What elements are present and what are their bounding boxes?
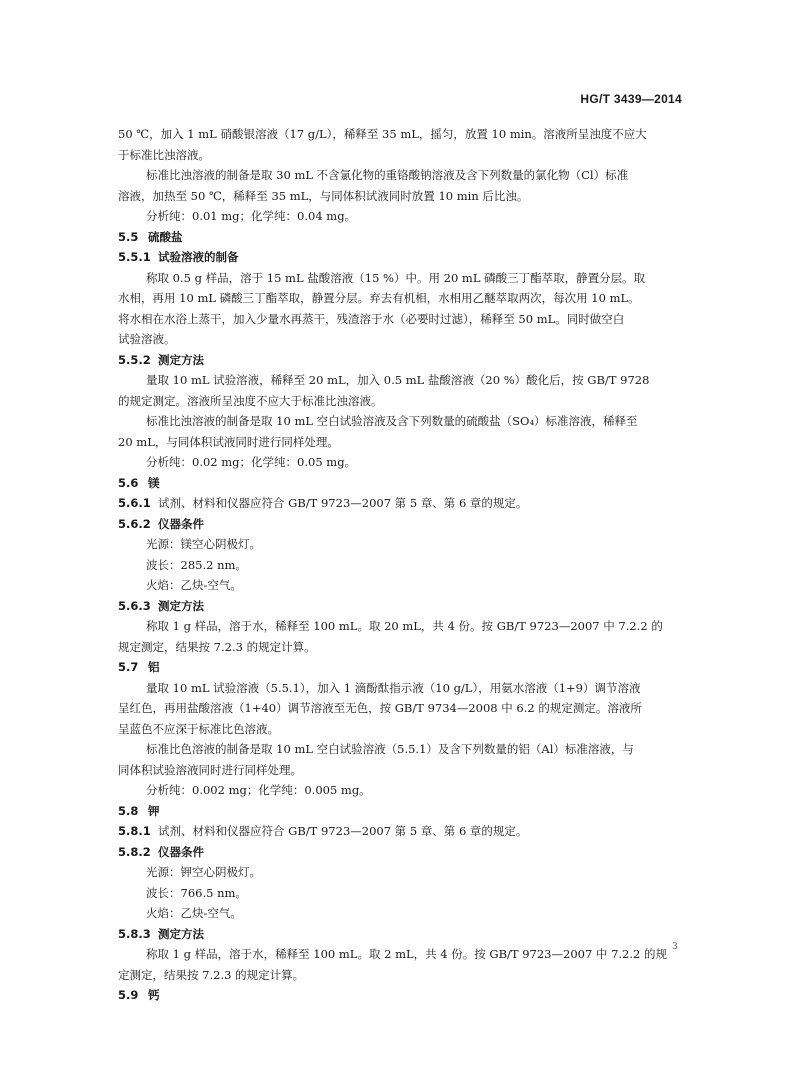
- paragraph-line: 波长：285.2 nm。: [146, 557, 247, 572]
- section-number: 5.8.2: [118, 844, 151, 859]
- section-title: 硫酸盐: [148, 229, 183, 244]
- section-heading: [118, 596, 684, 617]
- section-number: 5.9: [118, 988, 139, 1002]
- section-title: 铝: [148, 660, 160, 674]
- paragraph-line: 试验溶液。: [118, 332, 176, 346]
- paragraph-line: 光源：镁空心阴极灯。: [146, 537, 261, 551]
- paragraph-line: 标准比色溶液的制备是取 10 mL 空白试验溶液（5.5.1）及含下列数量的铝（Al）标准溶液，与: [146, 742, 634, 756]
- section-number: 5.8.1: [118, 824, 151, 838]
- section-title: 测定方法: [158, 598, 204, 613]
- paragraph-line: 分析纯：0.002 mg；化学纯：0.005 mg。: [146, 783, 371, 797]
- section-heading: [118, 821, 684, 842]
- paragraph-line: 波长：766.5 nm。: [146, 885, 247, 900]
- section-heading: [118, 493, 684, 514]
- paragraph-line: 量取 10 mL 试验溶液（5.5.1），加入 1 滴酚酞指示液（10 g/L），用氨水溶液（1+9）调节溶液: [146, 680, 641, 695]
- section-heading: [118, 350, 684, 371]
- section-heading: [118, 924, 684, 945]
- section-heading: [118, 801, 684, 822]
- section-title: 镁: [148, 475, 160, 490]
- paragraph-line: 称取 0.5 g 样品，溶于 15 mL 盐酸溶液（15 %）中。用 20 mL 磷酸三丁酯萃取，静置分层。取: [146, 270, 646, 285]
- section-number: 5.6: [118, 475, 139, 490]
- paragraph-line: 将水相在水浴上蒸干，加入少量水再蒸干，残渣溶于水（必要时过滤），稀释至 50 mL。同时做空白: [118, 311, 625, 326]
- paragraph-line: 光源：钾空心阴极灯。: [146, 865, 261, 879]
- section-title: 测定方法: [158, 352, 204, 367]
- paragraph-line: 20 mL，与同体积试液同时进行同样处理。: [118, 434, 339, 449]
- section-heading: [118, 473, 684, 494]
- section-number: 5.5.1: [118, 250, 151, 264]
- page-number: 3: [672, 942, 678, 952]
- section-title: 仪器条件: [158, 844, 204, 859]
- paragraph-line: 规定测定，结果按 7.2.3 的规定计算。: [118, 639, 316, 654]
- section-title: 钙: [148, 988, 160, 1002]
- paragraph-line: 分析纯：0.01 mg；化学纯：0.04 mg。: [146, 209, 357, 223]
- paragraph-line: 称取 1 g 样品，溶于水，稀释至 100 mL。取 20 mL，共 4 份。按 GB/T 9723—2007 中 7.2.2 的: [146, 619, 663, 633]
- section-heading: [118, 842, 684, 863]
- section-number: 5.6.1: [118, 496, 151, 510]
- paragraph-line: 溶液，加热至 50 ℃，稀释至 35 mL，与同体积试液同时放置 10 min 后比浊。: [118, 188, 529, 203]
- paragraph-line: 呈红色，再用盐酸溶液（1+40）调节溶液至无色，按 GB/T 9734—2008 中 6.2 的规定测定。溶液所: [118, 701, 642, 715]
- paragraph-line: 火焰：乙炔-空气。: [146, 906, 242, 920]
- paragraph-line: 定测定，结果按 7.2.3 的规定计算。: [118, 967, 305, 982]
- paragraph-line: 50 ℃，加入 1 mL 硝酸银溶液（17 g/L），稀释至 35 mL，摇匀，放置 10 min。溶液所呈浊度不应大: [118, 127, 647, 141]
- section-number: 5.5: [118, 229, 139, 244]
- paragraph-line: 标准比浊溶液的制备是取 10 mL 空白试验溶液及含下列数量的硫酸盐（SO₄）标准溶液，稀释至: [146, 414, 638, 428]
- paragraph-line: 称取 1 g 样品，溶于水，稀释至 100 mL。取 2 mL，共 4 份。按 GB/T 9723—2007 中 7.2.2 的规: [146, 947, 667, 961]
- paragraph-line: 标准比浊溶液的制备是取 30 mL 不含氯化物的重铬酸钠溶液及含下列数量的氯化物（Cl）标准: [146, 168, 629, 182]
- section-title: 试剂、材料和仪器应符合 GB/T 9723—2007 第 5 章、第 6 章的规定。: [158, 496, 528, 510]
- section-number: 5.6.2: [118, 516, 151, 531]
- section-number: 5.6.3: [118, 598, 151, 613]
- section-heading: [118, 657, 684, 678]
- section-title: 测定方法: [158, 926, 204, 941]
- section-heading: [118, 514, 684, 535]
- paragraph-line: 于标准比浊溶液。: [118, 147, 210, 162]
- paragraph-line: 火焰：乙炔-空气。: [146, 578, 242, 592]
- section-heading: [118, 985, 684, 1006]
- section-heading: [118, 247, 684, 268]
- paragraph-line: 呈蓝色不应深于标准比色溶液。: [118, 721, 279, 736]
- section-title: 钾: [148, 803, 160, 818]
- section-number: 5.8.3: [118, 926, 151, 941]
- paragraph-line: 量取 10 mL 试验溶液，稀释至 20 mL，加入 0.5 mL 盐酸溶液（20 %）酸化后，按 GB/T 9728: [146, 373, 650, 387]
- section-title: 试验溶液的制备: [158, 250, 239, 264]
- paragraph-line: 水相，再用 10 mL 磷酸三丁酯萃取，静置分层。弃去有机相，水相用乙醚萃取两次，每次用 10 mL。: [118, 291, 640, 305]
- paragraph-line: 的规定测定。溶液所呈浊度不应大于标准比浊溶液。: [118, 393, 383, 408]
- document-body: [118, 124, 684, 1006]
- section-number: 5.5.2: [118, 352, 151, 367]
- paragraph-line: 同体积试验溶液同时进行同样处理。: [118, 762, 302, 777]
- section-number: 5.8: [118, 803, 139, 818]
- section-heading: [118, 227, 684, 248]
- standard-code: HG/T 3439—2014: [580, 92, 682, 106]
- section-number: 5.7: [118, 660, 139, 674]
- section-title: 仪器条件: [158, 516, 204, 531]
- paragraph-line: 分析纯：0.02 mg；化学纯：0.05 mg。: [146, 455, 357, 469]
- section-title: 试剂、材料和仪器应符合 GB/T 9723—2007 第 5 章、第 6 章的规定。: [158, 824, 528, 838]
